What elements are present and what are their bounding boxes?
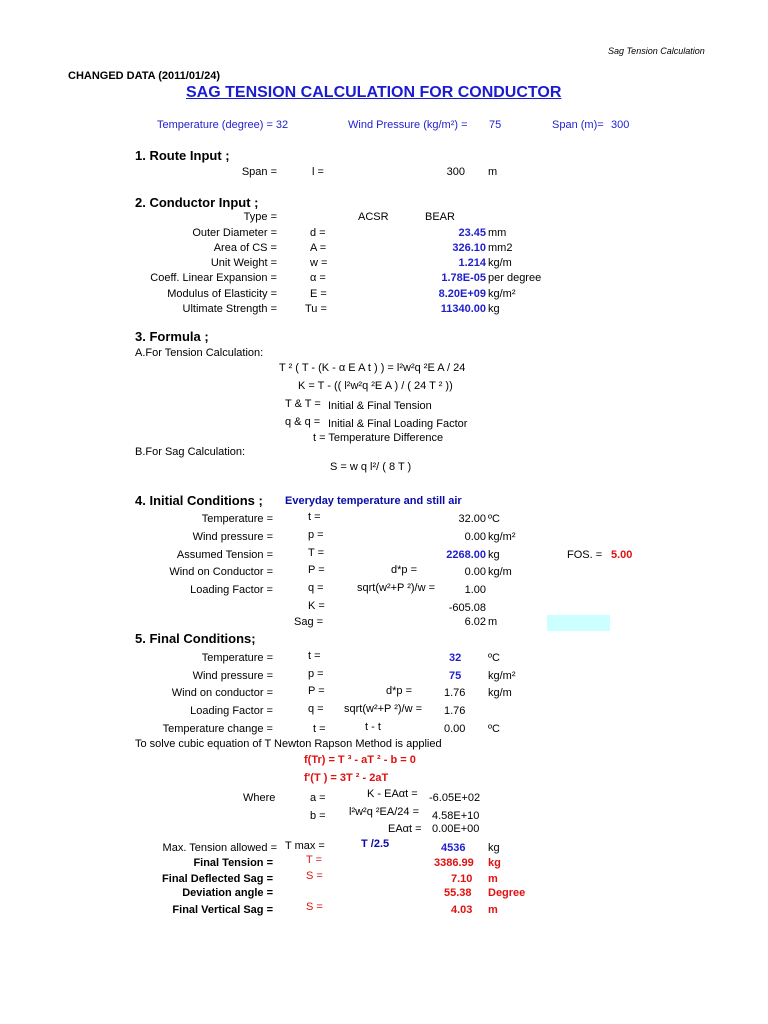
- final-deflected-sag-label: Final Deflected Sag =: [162, 873, 273, 885]
- formula-sag-heading: B.For Sag Calculation:: [135, 446, 246, 458]
- row-unit: kg/m: [488, 566, 512, 578]
- page-title: SAG TENSION CALCULATION FOR CONDUCTOR: [186, 84, 562, 101]
- row-symbol: Sag =: [294, 616, 324, 628]
- summary-temperature: Temperature (degree) = 32: [157, 119, 289, 131]
- deviation-angle-label: Deviation angle =: [182, 887, 273, 899]
- formula-temp-desc: t = Temperature Difference: [313, 432, 444, 444]
- row-label: Unit Weight =: [210, 257, 277, 269]
- conductor-type-label: Type =: [243, 211, 277, 223]
- row-label: Loading Factor =: [190, 584, 273, 596]
- row-label: Wind pressure =: [192, 531, 273, 543]
- formula-tension-heading: A.For Tension Calculation:: [135, 347, 264, 359]
- row-symbol: K =: [308, 600, 325, 612]
- coef-a-value: -6.05E+02: [429, 792, 481, 804]
- row-value: 0.00: [464, 566, 486, 578]
- final-deflected-sag-unit: m: [488, 873, 498, 885]
- row-label: Assumed Tension =: [176, 549, 273, 561]
- final-deflected-sag-value: 7.10: [451, 873, 473, 885]
- coef-b-value: 4.58E+10: [432, 810, 480, 822]
- row-symbol: w =: [310, 257, 328, 269]
- row-value: 2268.00: [446, 549, 486, 561]
- summary-wind-label: Wind Pressure (kg/m²) =: [348, 119, 468, 131]
- conductor-type-bear: BEAR: [425, 211, 455, 223]
- row-label: Loading Factor =: [190, 705, 273, 717]
- row-expression: d*p =: [391, 564, 417, 576]
- fos-value: 5.00: [611, 549, 633, 561]
- row-unit: per degree: [488, 272, 542, 284]
- max-tension-expression: T /2.5: [361, 838, 390, 850]
- row-symbol: t =: [308, 511, 321, 523]
- row-label: Ultimate Strength =: [182, 303, 277, 315]
- final-tension-unit: kg: [488, 857, 501, 869]
- summary-span-value: 300: [611, 119, 630, 131]
- fos-label: FOS. =: [567, 549, 603, 561]
- max-tension-value: 4536: [441, 842, 466, 854]
- running-header: Sag Tension Calculation: [608, 46, 705, 56]
- max-tension-label: Max. Tension allowed =: [162, 842, 277, 854]
- max-tension-symbol: T max =: [285, 840, 325, 852]
- row-expression: d*p =: [386, 685, 412, 697]
- row-value: 32: [449, 652, 462, 664]
- final-vertical-sag-symbol: S =: [306, 901, 323, 913]
- row-unit: kg/m²: [488, 288, 516, 300]
- row-unit: m: [488, 616, 498, 628]
- coef-a-expression: K - EAαt =: [367, 788, 418, 800]
- summary-span-label: Span (m)=: [552, 119, 604, 131]
- route-span-unit: m: [488, 166, 498, 178]
- eat-value: 0.00E+00: [432, 823, 480, 835]
- formula-loading-desc: Initial & Final Loading Factor: [328, 418, 468, 430]
- row-label: Temperature =: [201, 513, 273, 525]
- row-unit: kg/m: [488, 257, 512, 269]
- row-symbol: q =: [308, 703, 324, 715]
- row-unit: mm2: [488, 242, 513, 254]
- row-symbol: E =: [310, 288, 327, 300]
- final-vertical-sag-value: 4.03: [451, 904, 473, 916]
- row-value: 0.00: [464, 531, 486, 543]
- route-span-label: Span =: [241, 166, 277, 178]
- changed-data-note: CHANGED DATA (2011/01/24): [68, 70, 221, 82]
- row-expression: sqrt(w²+P ²)/w =: [357, 582, 436, 594]
- row-label: Area of CS =: [213, 242, 277, 254]
- highlighted-cell: [547, 615, 610, 631]
- row-unit: kg/m²: [488, 670, 516, 682]
- row-value: 1.00: [464, 584, 486, 596]
- row-unit: kg/m: [488, 687, 512, 699]
- row-symbol: P =: [308, 685, 325, 697]
- row-value: 75: [449, 670, 462, 682]
- coef-b-symbol: b =: [310, 810, 326, 822]
- row-value: 23.45: [458, 227, 486, 239]
- row-value: 1.214: [458, 257, 486, 269]
- formula-tension-symbols: T & T =: [285, 398, 321, 410]
- row-symbol: α =: [310, 272, 326, 284]
- conductor-input-heading: 2. Conductor Input ;: [135, 195, 259, 210]
- where-label: Where: [243, 792, 276, 804]
- row-label: Wind pressure =: [192, 670, 273, 682]
- row-label: Outer Diameter =: [192, 227, 277, 239]
- row-symbol: d =: [310, 227, 326, 239]
- row-value: 1.76: [444, 705, 466, 717]
- conductor-type-acsr: ACSR: [358, 211, 389, 223]
- formula-heading: 3. Formula ;: [135, 329, 209, 344]
- row-unit: ºC: [488, 652, 500, 664]
- route-span-value: 300: [446, 166, 465, 178]
- row-symbol: p =: [308, 529, 324, 541]
- final-tension-label: Final Tension =: [193, 857, 273, 869]
- row-unit: kg: [488, 303, 500, 315]
- summary-wind-value: 75: [489, 119, 502, 131]
- row-symbol: T =: [308, 547, 325, 559]
- row-unit: kg: [488, 549, 500, 561]
- row-value: 32.00: [458, 513, 486, 525]
- coef-b-expression: l²w²q ²EA/24 =: [349, 806, 419, 818]
- deviation-angle-unit: Degree: [488, 887, 526, 899]
- formula-k1-equation: K = T - (( l²w²q ²E A ) / ( 24 T ² )): [298, 380, 453, 392]
- row-unit: mm: [488, 227, 507, 239]
- row-label: Modulus of Elasticity =: [167, 288, 277, 300]
- route-input-heading: 1. Route Input ;: [135, 148, 230, 163]
- row-label: Wind on conductor =: [171, 687, 273, 699]
- deviation-angle-value: 55.38: [444, 887, 472, 899]
- row-value: 326.10: [452, 242, 486, 254]
- row-label: Temperature =: [201, 652, 273, 664]
- row-value: -605.08: [448, 602, 486, 614]
- formula-sag-equation: S = w q l²/ ( 8 T ): [330, 461, 412, 473]
- final-deflected-sag-symbol: S =: [306, 870, 323, 882]
- initial-conditions-note: Everyday temperature and still air: [285, 495, 462, 507]
- row-unit: ºC: [488, 723, 500, 735]
- route-span-symbol: l =: [312, 166, 324, 178]
- row-symbol: t =: [308, 650, 321, 662]
- newton-derivative: f'(T ) = 3T ² - 2aT: [304, 772, 389, 784]
- row-value: 0.00: [444, 723, 466, 735]
- cubic-note: To solve cubic equation of T Newton Rapson Method is applied: [135, 738, 442, 750]
- row-expression: sqrt(w²+P ²)/w =: [344, 703, 423, 715]
- final-tension-value: 3386.99: [434, 857, 474, 869]
- row-label: Temperature change =: [162, 723, 273, 735]
- row-symbol: P =: [308, 564, 325, 576]
- row-value: 1.76: [444, 687, 466, 699]
- initial-conditions-heading: 4. Initial Conditions ;: [135, 493, 263, 508]
- final-conditions-heading: 5. Final Conditions;: [135, 631, 256, 646]
- formula-loading-symbols: q & q =: [285, 416, 321, 428]
- final-tension-symbol: T =: [306, 854, 323, 866]
- row-unit: kg/m²: [488, 531, 516, 543]
- coef-a-symbol: a =: [310, 792, 326, 804]
- row-unit: ºC: [488, 513, 500, 525]
- row-value: 8.20E+09: [438, 288, 486, 300]
- row-value: 1.78E-05: [441, 272, 486, 284]
- row-expression: t - t: [365, 721, 381, 733]
- row-symbol: A =: [310, 242, 327, 254]
- formula-tension-desc: Initial & Final Tension: [328, 400, 432, 412]
- final-vertical-sag-unit: m: [488, 904, 498, 916]
- final-vertical-sag-label: Final Vertical Sag =: [172, 904, 273, 916]
- newton-function: f(Tr) = T ³ - aT ² - b = 0: [304, 754, 416, 766]
- formula-tension-equation: T ² ( T - (K - α E A t ) ) = l²w²q ²E A / 24: [279, 362, 466, 374]
- eat-expression: EAαt =: [388, 823, 422, 835]
- row-value: 6.02: [464, 616, 486, 628]
- row-symbol: p =: [308, 668, 324, 680]
- max-tension-unit: kg: [488, 842, 500, 854]
- row-symbol: q =: [308, 582, 324, 594]
- row-symbol: t =: [313, 723, 326, 735]
- row-value: 11340.00: [440, 303, 486, 315]
- row-symbol: Tu =: [305, 303, 327, 315]
- row-label: Wind on Conductor =: [169, 566, 273, 578]
- row-label: Coeff. Linear Expansion =: [150, 272, 277, 284]
